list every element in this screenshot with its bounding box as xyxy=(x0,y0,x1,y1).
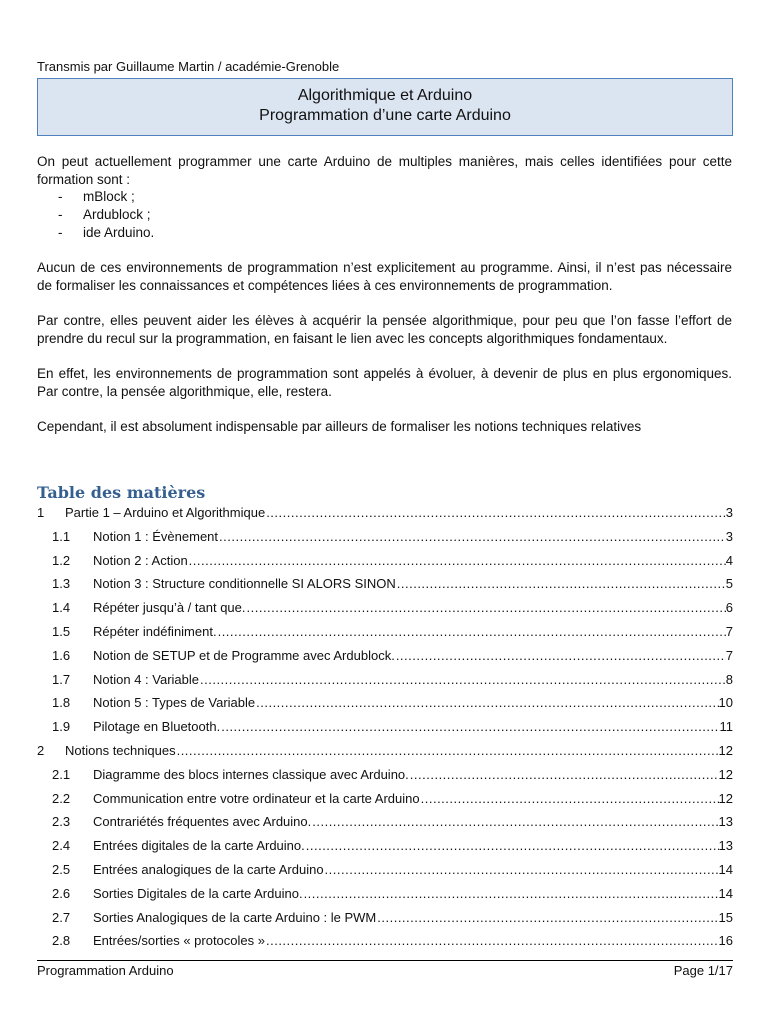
toc-dot-leader xyxy=(305,838,719,853)
toc-dot-leader xyxy=(199,672,726,687)
toc-entry-label: Notions techniques xyxy=(65,742,176,758)
toc-entry-2-6[interactable] xyxy=(37,886,733,910)
toc-entry-number: 1.5 xyxy=(52,623,71,639)
intro-paragraph-3: Par contre, elles peuvent aider les élèves à acquérir la pensée algorithmique, pour peu que l’on fasse l’effort de prendre du recul sur la programmation, en faisant le lien avec les concepts algorithmiques fondamentaux. xyxy=(37,313,732,346)
footer-document-title: Programmation Arduino xyxy=(37,963,174,978)
toc-entry-page: 13 xyxy=(718,838,733,854)
toc-entry-page: 7 xyxy=(725,647,733,663)
toc-dot-leader xyxy=(188,553,726,568)
toc-entry-1-1[interactable] xyxy=(37,529,733,553)
toc-entry-number: 2.1 xyxy=(52,766,71,782)
toc-dot-leader xyxy=(265,505,726,520)
intro-paragraph-4: En effet, les environnements de programmation sont appelés à évoluer, à devenir de plus en plus ergonomiques. Par contre, la pensée algorithmique, elle, restera. xyxy=(37,366,732,400)
toc-entry-label: Entrées digitales de la carte Arduino. xyxy=(93,838,305,854)
toc-entry-1-3[interactable] xyxy=(37,576,733,600)
list-item: - Ardublock ; xyxy=(37,206,732,224)
toc-entry-number: 1.1 xyxy=(52,528,71,544)
toc-entry-2-5[interactable] xyxy=(37,862,733,886)
toc-entry-label: Entrées/sorties « protocoles » xyxy=(93,933,265,949)
toc-entry-1-4[interactable] xyxy=(37,600,733,624)
toc-entry-2-4[interactable] xyxy=(37,838,733,862)
toc-entry-page: 12 xyxy=(718,766,733,782)
toc-entry-page: 15 xyxy=(718,909,733,925)
toc-entry-label: Notion 2 : Action xyxy=(93,552,188,568)
toc-entry-label: Diagramme des blocs internes classique avec Arduino. xyxy=(93,766,409,782)
toc-dot-leader xyxy=(324,862,719,877)
intro-paragraph-2: Aucun de ces environnements de programmation n’est explicitement au programme. Ainsi, il n’est pas nécessaire de formaliser les connaissances et compétences liées à ces environnements de programmation. xyxy=(37,260,732,293)
toc-entry-page: 14 xyxy=(718,861,733,877)
toc-entry-2-8[interactable] xyxy=(37,933,733,957)
list-item: - ide Arduino. xyxy=(37,224,732,242)
toc-entry-number: 1.9 xyxy=(52,719,71,735)
toc-dot-leader xyxy=(396,576,726,591)
toc-dot-leader xyxy=(409,767,719,782)
toc-entry-label: Notion 4 : Variable xyxy=(93,671,199,687)
toc-entry-label: Communication entre votre ordinateur et la carte Arduino xyxy=(93,790,420,806)
toc-entry-number: 1.6 xyxy=(52,647,71,663)
toc-entry-2-1[interactable] xyxy=(37,767,733,791)
toc-entry-number: 2 xyxy=(37,742,45,758)
toc-entry-number: 1.7 xyxy=(52,671,71,687)
footer-page-number: Page 1/17 xyxy=(673,963,733,978)
toc-entry-page: 13 xyxy=(718,814,733,830)
toc-entry-1-8[interactable] xyxy=(37,695,733,719)
toc-entry-label: Notion 1 : Évènement xyxy=(93,528,219,544)
toc-entry-page: 16 xyxy=(718,933,733,949)
intro-section xyxy=(37,153,732,436)
toc-entry-2-7[interactable] xyxy=(37,910,733,934)
toc-entry-number: 2.7 xyxy=(52,909,71,925)
toc-entry-1-7[interactable] xyxy=(37,672,733,696)
toc-entry-label: Sorties Digitales de la carte Arduino. xyxy=(93,885,303,901)
toc-entry-number: 2.2 xyxy=(52,790,71,806)
toc-dot-leader xyxy=(246,600,726,615)
toc-entry-1-9[interactable] xyxy=(37,719,733,743)
toc-dot-leader xyxy=(376,910,718,925)
toc-entry-2-2[interactable] xyxy=(37,791,733,815)
toc-entry-2[interactable] xyxy=(37,743,733,767)
toc-entry-page: 7 xyxy=(725,623,733,639)
toc-entry-number: 2.5 xyxy=(52,861,71,877)
toc-entry-2-3[interactable] xyxy=(37,814,733,838)
toc-dot-leader xyxy=(395,648,726,663)
toc-entry-label: Entrées analogiques de la carte Arduino xyxy=(93,861,324,877)
toc-entry-label: Notion 5 : Types de Variable xyxy=(93,695,256,711)
toc-entry-label: Répéter indéfiniment. xyxy=(93,623,217,639)
author-line: Transmis par Guillaume Martin / académie-Grenoble xyxy=(37,59,340,74)
toc-dot-leader xyxy=(255,695,718,710)
toc-dot-leader xyxy=(218,529,726,544)
toc-entry-page: 10 xyxy=(718,695,733,711)
toc-entry-page: 14 xyxy=(718,885,733,901)
toc-entry-1-6[interactable] xyxy=(37,648,733,672)
toc-dot-leader xyxy=(420,791,719,806)
toc-dot-leader xyxy=(176,743,719,758)
toc-entry-number: 2.3 xyxy=(52,814,71,830)
title-line-1: Algorithmique et Arduino xyxy=(297,87,473,104)
intro-paragraph-1: On peut actuellement programmer une carte Arduino de multiples manières, mais celles identifiées pour cette formation sont : xyxy=(37,154,732,187)
toc-entry-page: 12 xyxy=(718,790,733,806)
toc-entry-label: Partie 1 – Arduino et Algorithmique xyxy=(65,505,266,520)
toc-entry-label: Pilotage en Bluetooth. xyxy=(93,719,221,735)
toc-entry-page: 8 xyxy=(725,671,733,687)
toc-entry-label: Notion de SETUP et de Programme avec Ardublock. xyxy=(93,647,395,663)
table-of-contents xyxy=(37,505,733,957)
toc-entry-number: 1 xyxy=(37,505,45,520)
toc-entry-1-2[interactable] xyxy=(37,553,733,577)
list-item: - mBlock ; xyxy=(37,188,732,206)
toc-entry-page: 3 xyxy=(725,505,733,520)
toc-entry-label: Répéter jusqu’à / tant que. xyxy=(93,600,246,616)
toc-entry-number: 1.3 xyxy=(52,576,71,592)
toc-entry-label: Sorties Analogiques de la carte Arduino : le PWM xyxy=(93,909,377,925)
toc-dot-leader xyxy=(311,814,718,829)
toc-entry-page: 11 xyxy=(719,719,733,735)
toc-entry-page: 5 xyxy=(725,576,733,592)
toc-entry-label: Contrariétés fréquentes avec Arduino. xyxy=(93,814,312,830)
toc-entry-number: 1.8 xyxy=(52,695,71,711)
toc-dot-leader xyxy=(220,719,719,734)
toc-entry-page: 3 xyxy=(725,528,733,544)
toc-title: Table des matières xyxy=(37,483,206,502)
toc-entry-page: 4 xyxy=(725,552,733,568)
footer-divider xyxy=(37,960,733,961)
toc-entry-1-5[interactable] xyxy=(37,624,733,648)
title-line-2: Programmation d’une carte Arduino xyxy=(259,107,511,124)
toc-entry-number: 1.2 xyxy=(52,552,71,568)
toc-entry-number: 1.4 xyxy=(52,600,71,616)
toc-entry-1[interactable] xyxy=(37,505,733,529)
toc-entry-label: Notion 3 : Structure conditionnelle SI ALORS SINON xyxy=(93,576,396,592)
environment-list xyxy=(37,188,732,241)
toc-entry-number: 2.8 xyxy=(52,933,71,949)
toc-dot-leader xyxy=(303,886,719,901)
title-box xyxy=(37,78,733,136)
toc-entry-page: 6 xyxy=(725,600,733,616)
toc-entry-page: 12 xyxy=(718,742,733,758)
toc-entry-number: 2.4 xyxy=(52,838,71,854)
toc-entry-number: 2.6 xyxy=(52,885,71,901)
toc-dot-leader xyxy=(217,624,726,639)
toc-dot-leader xyxy=(265,933,719,948)
intro-paragraph-5: Cependant, il est absolument indispensable par ailleurs de formaliser les notions techniques relatives xyxy=(37,419,642,435)
